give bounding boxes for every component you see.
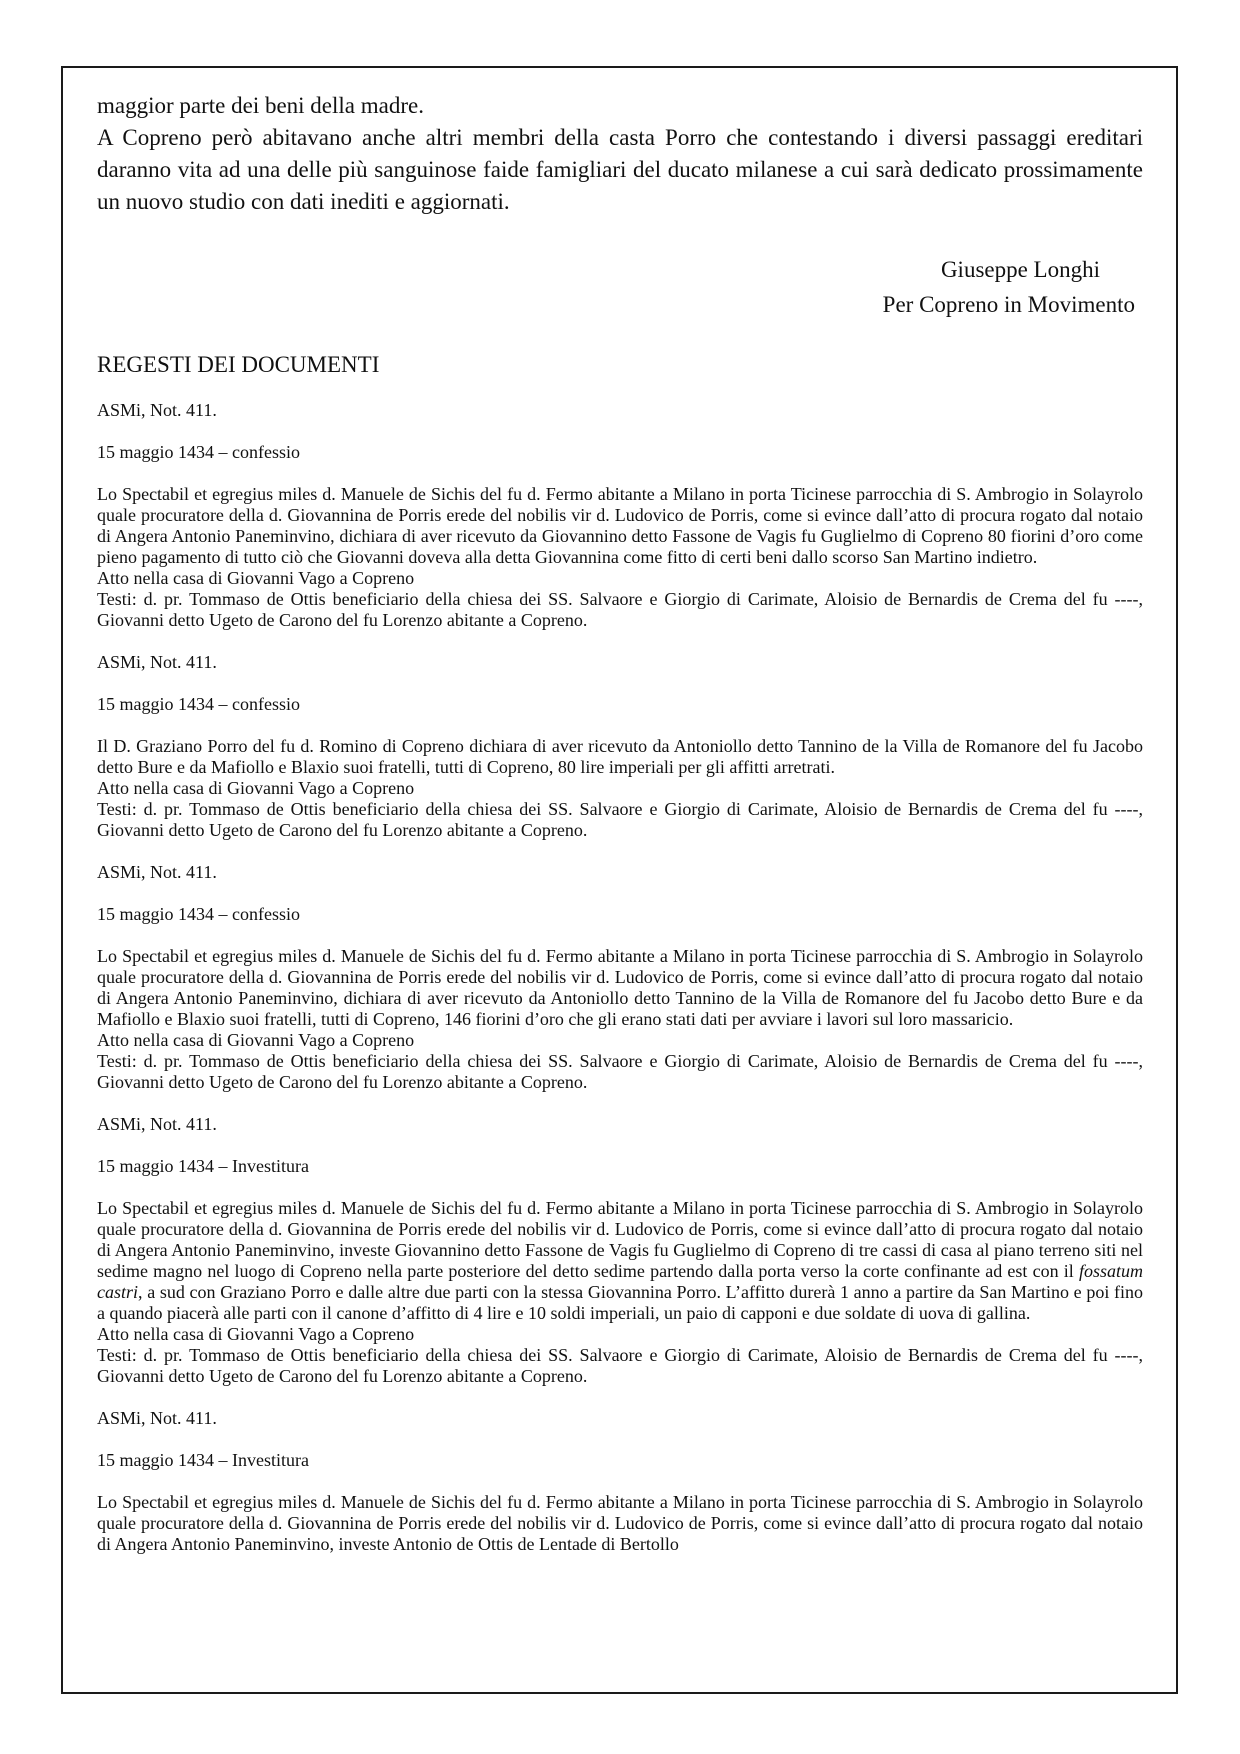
- entry-date: 15 maggio 1434 – confessio: [97, 442, 300, 462]
- entry-source: ASMi, Not. 411.: [97, 400, 217, 420]
- entry-source: ASMi, Not. 411.: [97, 652, 217, 672]
- document-entry: [97, 400, 1143, 631]
- entry-source: ASMi, Not. 411.: [97, 1408, 217, 1428]
- entry-body: [97, 1198, 1143, 1387]
- entry-body: [97, 736, 1143, 841]
- author-organization: Per Copreno in Movimento: [882, 292, 1135, 317]
- document-entry: [97, 652, 1143, 841]
- entry-source: ASMi, Not. 411.: [97, 862, 217, 882]
- entry-date: 15 maggio 1434 – Investitura: [97, 1156, 309, 1176]
- entry-place: Atto nella casa di Giovanni Vago a Copreno: [97, 1324, 415, 1344]
- intro-paragraph: A Copreno però abitavano anche altri membri della casta Porro che contestando i diversi passaggi ereditari daranno vita ad una delle più sanguinose faide famigliari del ducato milanese a cui sarà dedicato prossimamente un nuovo studio con dati inediti e aggiornati.: [97, 125, 1143, 214]
- entry-place: Atto nella casa di Giovanni Vago a Copreno: [97, 568, 415, 588]
- entry-witnesses: Testi: d. pr. Tommaso de Ottis beneficiario della chiesa dei SS. Salvaore e Giorgio di Carimate, Aloisio de Bernardis de Crema del fu ----, Giovanni detto Ugeto de Carono del fu Lorenzo abitante a Copreno.: [97, 589, 1143, 630]
- page-content: [97, 90, 1143, 1555]
- intro-continuation: maggior parte dei beni della madre.: [97, 93, 424, 118]
- entry-date: 15 maggio 1434 – Investitura: [97, 1450, 309, 1470]
- entry-summary: Lo Spectabil et egregius miles d. Manuele de Sichis del fu d. Fermo abitante a Milano in porta Ticinese parrocchia di S. Ambrogio in Solayrolo quale procuratore della d. Giovannina de Porris erede del nobilis vir d. Ludovico de Porris, come si evince dall’atto di procura rogato dal notaio di Angera Antonio Paneminvino, dichiara di aver ricevuto da Giovannino detto Fassone de Vagis fu Guglielmo di Copreno 80 fiorini d’oro come pieno pagamento di tutto ciò che Giovanni doveva alla detta Giovannina come fitto di certi beni dallo scorso San Martino indietro.: [97, 484, 1143, 567]
- page-frame: [61, 66, 1178, 1694]
- entry-summary-italic: fossatum castri: [97, 1261, 1143, 1302]
- entry-summary-part: , a sud con Graziano Porro e dalle altre due parti con la stessa Giovannina Porro. L’affitto durerà 1 anno a partire da San Martino e poi fino a quando piacerà alle parti con il canone d’affitto di 4 lire e 10 soldi imperiali, un paio di capponi e due soldate di uova di gallina.: [97, 1282, 1143, 1323]
- entry-date: 15 maggio 1434 – confessio: [97, 904, 300, 924]
- signature-block: [97, 252, 1143, 322]
- entry-summary: Lo Spectabil et egregius miles d. Manuele de Sichis del fu d. Fermo abitante a Milano in porta Ticinese parrocchia di S. Ambrogio in Solayrolo quale procuratore della d. Giovannina de Porris erede del nobilis vir d. Ludovico de Porris, come si evince dall’atto di procura rogato dal notaio di Angera Antonio Paneminvino, dichiara di aver ricevuto da Antoniollo detto Tannino de la Villa de Romanore del fu Jacobo detto Bure e da Mafiollo e Blaxio suoi fratelli, tutti di Copreno, 146 fiorini d’oro che gli erano stati dati per avviare i lavori sul loro massaricio.: [97, 946, 1143, 1029]
- entry-body: [97, 484, 1143, 631]
- author-name: Giuseppe Longhi: [940, 257, 1100, 282]
- entry-witnesses: Testi: d. pr. Tommaso de Ottis beneficiario della chiesa dei SS. Salvaore e Giorgio di Carimate, Aloisio de Bernardis de Crema del fu ----, Giovanni detto Ugeto de Carono del fu Lorenzo abitante a Copreno.: [97, 1345, 1143, 1386]
- entry-summary: [97, 1198, 1143, 1324]
- entry-place: Atto nella casa di Giovanni Vago a Copreno: [97, 778, 415, 798]
- document-entry: [97, 1408, 1143, 1555]
- entry-place: Atto nella casa di Giovanni Vago a Copreno: [97, 1030, 415, 1050]
- document-entry: [97, 862, 1143, 1093]
- entry-date: 15 maggio 1434 – confessio: [97, 694, 300, 714]
- entry-body: [97, 946, 1143, 1093]
- entry-witnesses: Testi: d. pr. Tommaso de Ottis beneficiario della chiesa dei SS. Salvaore e Giorgio di Carimate, Aloisio de Bernardis de Crema del fu ----, Giovanni detto Ugeto de Carono del fu Lorenzo abitante a Copreno.: [97, 799, 1143, 840]
- intro-text: [97, 90, 1143, 218]
- entry-summary-part: Lo Spectabil et egregius miles d. Manuele de Sichis del fu d. Fermo abitante a Milano in porta Ticinese parrocchia di S. Ambrogio in Solayrolo quale procuratore della d. Giovannina de Porris erede del nobilis vir d. Ludovico de Porris, come si evince dall’atto di procura rogato dal notaio di Angera Antonio Paneminvino, investe Giovannino detto Fassone de Vagis fu Guglielmo di Copreno di tre cassi di casa al piano terreno siti nel sedime magno nel luogo di Copreno nella parte posteriore del detto sedime partendo dalla porta verso la corte confinante ad est con il: [97, 1198, 1143, 1281]
- section-title: REGESTI DEI DOCUMENTI: [97, 352, 380, 377]
- entry-source: ASMi, Not. 411.: [97, 1114, 217, 1134]
- entry-witnesses: Testi: d. pr. Tommaso de Ottis beneficiario della chiesa dei SS. Salvaore e Giorgio di Carimate, Aloisio de Bernardis de Crema del fu ----, Giovanni detto Ugeto de Carono del fu Lorenzo abitante a Copreno.: [97, 1051, 1143, 1092]
- document-entry: [97, 1114, 1143, 1387]
- entry-body: [97, 1492, 1143, 1555]
- entry-summary: Lo Spectabil et egregius miles d. Manuele de Sichis del fu d. Fermo abitante a Milano in porta Ticinese parrocchia di S. Ambrogio in Solayrolo quale procuratore della d. Giovannina de Porris erede del nobilis vir d. Ludovico de Porris, come si evince dall’atto di procura rogato dal notaio di Angera Antonio Paneminvino, investe Antonio de Ottis de Lentade di Bertollo: [97, 1492, 1143, 1554]
- entry-summary: Il D. Graziano Porro del fu d. Romino di Copreno dichiara di aver ricevuto da Antoniollo detto Tannino de la Villa de Romanore del fu Jacobo detto Bure e da Mafiollo e Blaxio suoi fratelli, tutti di Copreno, 80 lire imperiali per gli affitti arretrati.: [97, 736, 1143, 777]
